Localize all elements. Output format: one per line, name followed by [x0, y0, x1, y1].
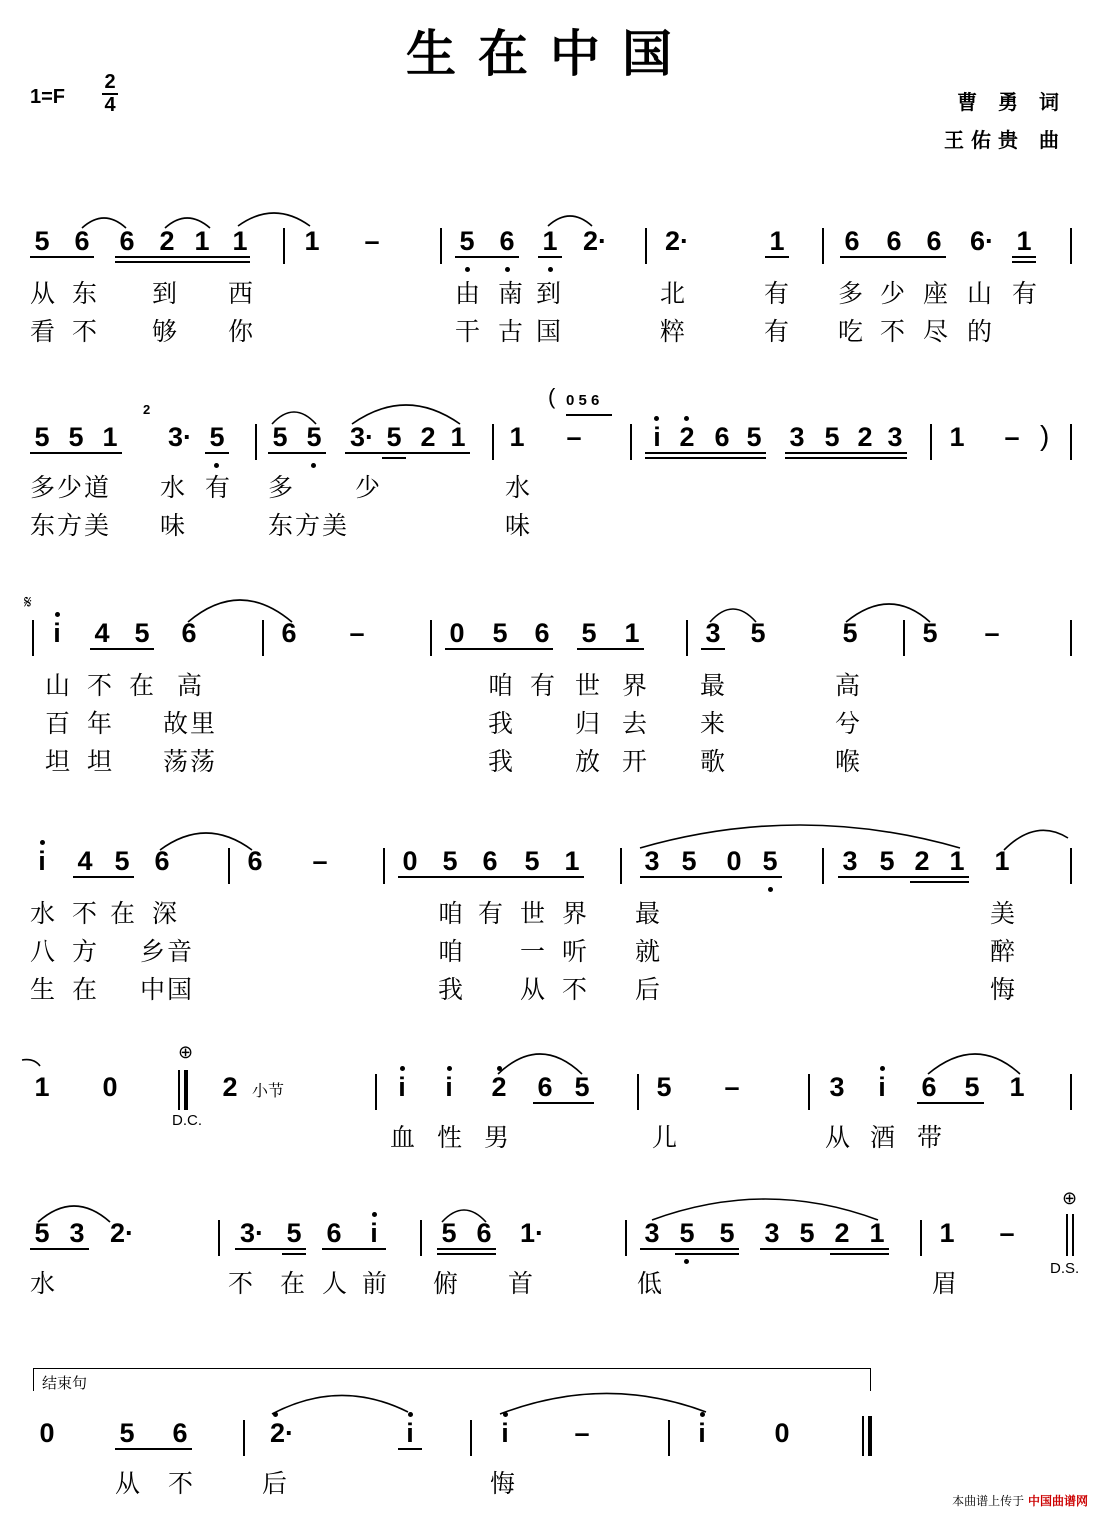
lyricist-credit: 曹 勇 词: [957, 90, 1066, 114]
note: 6: [154, 846, 170, 876]
note: 0: [102, 1072, 118, 1102]
note: 5: [134, 618, 150, 648]
note: 3: [644, 1218, 660, 1248]
note: 1: [542, 226, 558, 256]
note: 6: [886, 226, 902, 256]
note: 5: [34, 1218, 50, 1248]
bar-count: 2: [222, 1072, 238, 1102]
note: 1: [564, 846, 580, 876]
note: 1: [949, 846, 965, 876]
note: 5: [762, 846, 778, 876]
note: 1: [34, 1072, 50, 1102]
note: 5: [581, 618, 597, 648]
note: 5: [719, 1218, 735, 1248]
note: 6: [172, 1418, 188, 1448]
note: 1: [232, 226, 248, 256]
note: 5: [114, 846, 130, 876]
note: 5: [386, 422, 402, 452]
note: 6: [476, 1218, 492, 1248]
note: i: [878, 1072, 886, 1102]
bars-label: 小节: [252, 1083, 285, 1100]
slurs: [0, 618, 1100, 678]
site-logo-text: 中国曲谱网: [1027, 1494, 1088, 1508]
note: 5: [824, 422, 840, 452]
note: 2: [914, 846, 930, 876]
open-paren: (: [548, 384, 556, 409]
note: i: [398, 1072, 406, 1102]
note: 5: [459, 226, 475, 256]
note: i: [370, 1218, 378, 1248]
composer-credit: 王佑贵 曲: [944, 128, 1066, 152]
note: –: [349, 618, 365, 648]
note: –: [999, 1218, 1015, 1248]
intro-notes: 0 5 6: [566, 392, 600, 409]
note: 6: [281, 618, 297, 648]
note: 5: [306, 422, 322, 452]
note: –: [364, 226, 380, 256]
note: 6·: [969, 226, 994, 256]
upload-credit: 本曲谱上传于 中国曲谱网: [952, 1494, 1088, 1508]
note: 4: [77, 846, 93, 876]
note: 5: [524, 846, 540, 876]
segno-sign: 𝄋: [24, 592, 32, 612]
note: 6: [921, 1072, 937, 1102]
ending-label: 结束句: [42, 1375, 88, 1392]
note: 3: [705, 618, 721, 648]
note: 1: [450, 422, 466, 452]
note: 5: [119, 1418, 135, 1448]
da-capo: D.C.: [172, 1112, 202, 1129]
note: 5: [442, 846, 458, 876]
note: 5: [286, 1218, 302, 1248]
note: 1: [304, 226, 320, 256]
note: i: [406, 1418, 414, 1448]
note: 2: [420, 422, 436, 452]
note: 4: [94, 618, 110, 648]
note: 6: [714, 422, 730, 452]
note: 0: [774, 1418, 790, 1448]
close-paren: ): [1040, 420, 1050, 451]
note: i: [53, 618, 61, 648]
note: 5: [842, 618, 858, 648]
ending-bracket: [33, 1368, 871, 1391]
note: –: [312, 846, 328, 876]
meter-bottom: 4: [104, 94, 116, 116]
note: 2: [679, 422, 695, 452]
note: 1: [624, 618, 640, 648]
note: –: [1004, 422, 1020, 452]
note: 3·: [239, 1218, 264, 1248]
grace-note: 2: [143, 402, 151, 417]
note: 5: [679, 1218, 695, 1248]
note: i: [445, 1072, 453, 1102]
note: 5: [879, 846, 895, 876]
note: 1: [994, 846, 1010, 876]
note: 2·: [664, 226, 689, 256]
note: –: [984, 618, 1000, 648]
time-signature: [100, 72, 120, 116]
note: 5: [272, 422, 288, 452]
coda-sign: ⊕: [178, 1042, 194, 1062]
note: 6: [247, 846, 263, 876]
note: 3·: [349, 422, 374, 452]
note: 2: [857, 422, 873, 452]
note: 5: [799, 1218, 815, 1248]
note: 5: [574, 1072, 590, 1102]
note: 1: [509, 422, 525, 452]
note: 3: [829, 1072, 845, 1102]
note: 2·: [582, 226, 607, 256]
note: 1·: [519, 1218, 544, 1248]
slurs: [0, 846, 1100, 906]
note: –: [566, 422, 582, 452]
note: 1: [194, 226, 210, 256]
coda-sign: ⊕: [1062, 1188, 1078, 1208]
note: 6: [926, 226, 942, 256]
note: 6: [537, 1072, 553, 1102]
note: 3: [887, 422, 903, 452]
note: 1: [769, 226, 785, 256]
note: 6: [326, 1218, 342, 1248]
note: 1: [939, 1218, 955, 1248]
slurs: [0, 226, 1100, 286]
note: 2: [491, 1072, 507, 1102]
note: 6: [534, 618, 550, 648]
note: 5: [34, 226, 50, 256]
note: 3: [842, 846, 858, 876]
note: 5: [681, 846, 697, 876]
slurs: [0, 422, 1100, 482]
note: i: [653, 422, 661, 452]
note: 1: [869, 1218, 885, 1248]
note: 1: [1016, 226, 1032, 256]
note: 1: [102, 422, 118, 452]
song-title: 生在中国: [406, 24, 694, 83]
note: 6: [844, 226, 860, 256]
note: 0: [449, 618, 465, 648]
note: 6: [119, 226, 135, 256]
note: i: [38, 846, 46, 876]
note: 5: [441, 1218, 457, 1248]
note: 5: [656, 1072, 672, 1102]
note: 6: [499, 226, 515, 256]
note: 6: [482, 846, 498, 876]
note: 2: [834, 1218, 850, 1248]
note: 5: [492, 618, 508, 648]
note: i: [698, 1418, 706, 1448]
note: 5: [68, 422, 84, 452]
dal-segno: D.S.: [1050, 1260, 1080, 1277]
note: 5: [750, 618, 766, 648]
note: 3·: [167, 422, 192, 452]
note: 5: [922, 618, 938, 648]
note: 5: [746, 422, 762, 452]
note: i: [501, 1418, 509, 1448]
key-signature: 1=F: [30, 86, 66, 108]
note: 2·: [269, 1418, 294, 1448]
note: 2: [159, 226, 175, 256]
meter-top: 2: [104, 71, 116, 93]
note: 5: [209, 422, 225, 452]
note: 3: [789, 422, 805, 452]
note: 1: [949, 422, 965, 452]
note: –: [724, 1072, 740, 1102]
note: 5: [34, 422, 50, 452]
note: –: [574, 1418, 590, 1448]
note: 6: [181, 618, 197, 648]
note: 0: [726, 846, 742, 876]
note: 5: [964, 1072, 980, 1102]
note: 3: [764, 1218, 780, 1248]
note: 3: [69, 1218, 85, 1248]
note: 0: [39, 1418, 55, 1448]
sheet-music-page: 生在中国 1=F 2 4 曹 勇 词 王佑贵 曲 5 6 6 2 1 1 1 – 5 6 1 2· 2· 1 6 6 6 6· 1 从 东 到 西 由 南 到 北 有 多 少 座 山 有 看 不 够 你 干 古 国 粹 有 吃 不 尽 的 5 5 1 2 3· 5 5 5 3· 5 2 1 1 – ( 0 5 6 i 2 6 5 3 5 2 3 1 – ) 多少道 水 有 多 少 水 东方美 味 东方美 味 𝄋 i 4 5 6 6 – 0 5 6 5 1 3 5 5 5 – 山 不 在 高 咱 有 世 界 最 高 百 年 故里 我 归 去 来 兮 坦 坦 荡荡 我 放 开 歌 喉 i 4 5 6 6 – 0 5 6 5 1 3 5 0 5 3 5 2 1 1 水 不 在 深 咱 有 世 界 最 美 八 方 乡音 咱 一 听 就 醉 生 在 中国 我 从 不 后 悔 ⊕ D.C. 1 0 2 小节 i i 2 6 5 5 – 3 i 6 5 1 血 性 男 儿 从 酒 带 ⊕ D.S. 5 3 2· 3· 5 6 i 5 6 1· 3 5 5 3 5 2 1 1 – 水 不 在 人 前 俯 首 低 眉 结束句 0 5 6 2· i i – i 0 从 不 后 悔 本曲谱上传于 中国曲谱网: [0, 0, 1100, 1517]
note: 3: [644, 846, 660, 876]
note: 2·: [109, 1218, 134, 1248]
note: 1: [1009, 1072, 1025, 1102]
note: 6: [74, 226, 90, 256]
note: 0: [402, 846, 418, 876]
